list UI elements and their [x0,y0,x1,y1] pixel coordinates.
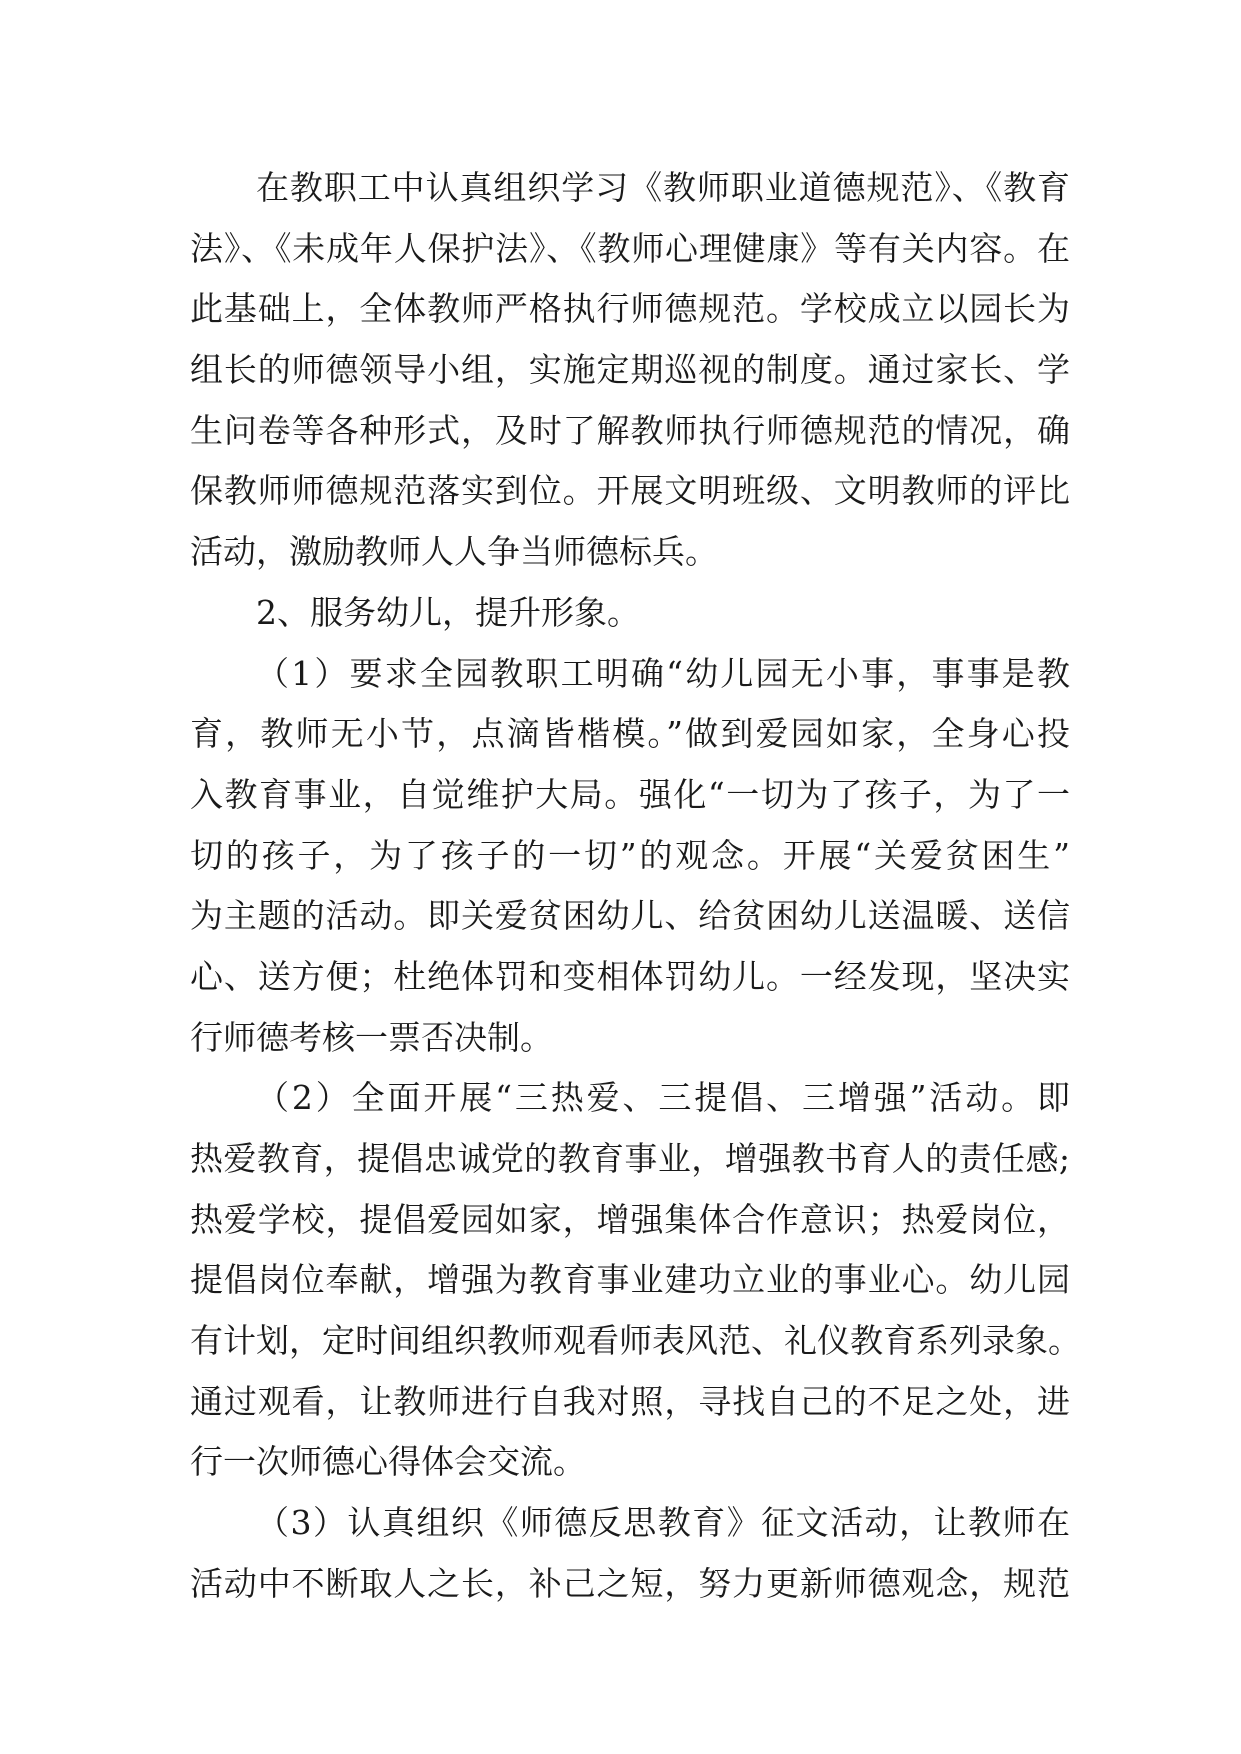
text-line: 活动，激励教师人人争当师德标兵。 [190,532,718,572]
text-line: 心、送方便；杜绝体罚和变相体罚幼儿。一经发现，坚决实 [190,956,1070,996]
text-line: 入教育事业，自觉维护大局。强化“一切为了孩子，为了一 [190,774,1070,814]
text-line: 提倡岗位奉献，增强为教育事业建功立业的事业心。幼儿园 [190,1260,1070,1300]
text-line: 热爱学校，提倡爱园如家，增强集体合作意识；热爱岗位， [190,1199,1070,1239]
text-line: 育，教师无小节，点滴皆楷模。”做到爱园如家，全身心投 [190,714,1070,754]
text-line: 2、服务幼儿，提升形象。 [256,592,640,632]
text-line: 有计划，定时间组织教师观看师表风范、礼仪教育系列录象。 [190,1321,1081,1361]
text-line: 行一次师德心得体会交流。 [190,1442,586,1482]
text-line: （3）认真组织《师德反思教育》征文活动，让教师在 [256,1503,1070,1543]
text-line: 热爱教育，提倡忠诚党的教育事业，增强教书育人的责任感; [190,1139,1070,1178]
text-line: 为主题的活动。即关爱贫困幼儿、给贫困幼儿送温暖、送信 [190,896,1070,936]
text-line: （2）全面开展“三热爱、三提倡、三增强”活动。即 [256,1078,1070,1118]
text-line: （1）要求全园教职工明确“幼儿园无小事，事事是教 [256,653,1070,693]
text-line: 此基础上，全体教师严格执行师德规范。学校成立以园长为 [190,289,1070,329]
text-line: 法》、《未成年人保护法》、《教师心理健康》等有关内容。在 [190,228,1070,268]
document-body [190,158,1081,1615]
text-line: 组长的师德领导小组，实施定期巡视的制度。通过家长、学 [190,350,1070,390]
text-line: 活动中不断取人之长，补己之短，努力更新师德观念，规范 [190,1563,1070,1603]
text-line: 切的孩子，为了孩子的一切”的观念。开展“关爱贫困生” [190,835,1070,875]
text-line: 生问卷等各种形式，及时了解教师执行师德规范的情况，确 [190,410,1070,450]
text-line: 在教职工中认真组织学习《教师职业道德规范》、《教育 [256,168,1070,207]
text-line: 行师德考核一票否决制。 [190,1017,553,1057]
text-line: 通过观看，让教师进行自我对照，寻找自己的不足之处，进 [190,1381,1070,1421]
text-line: 保教师师德规范落实到位。开展文明班级、文明教师的评比 [190,471,1070,511]
